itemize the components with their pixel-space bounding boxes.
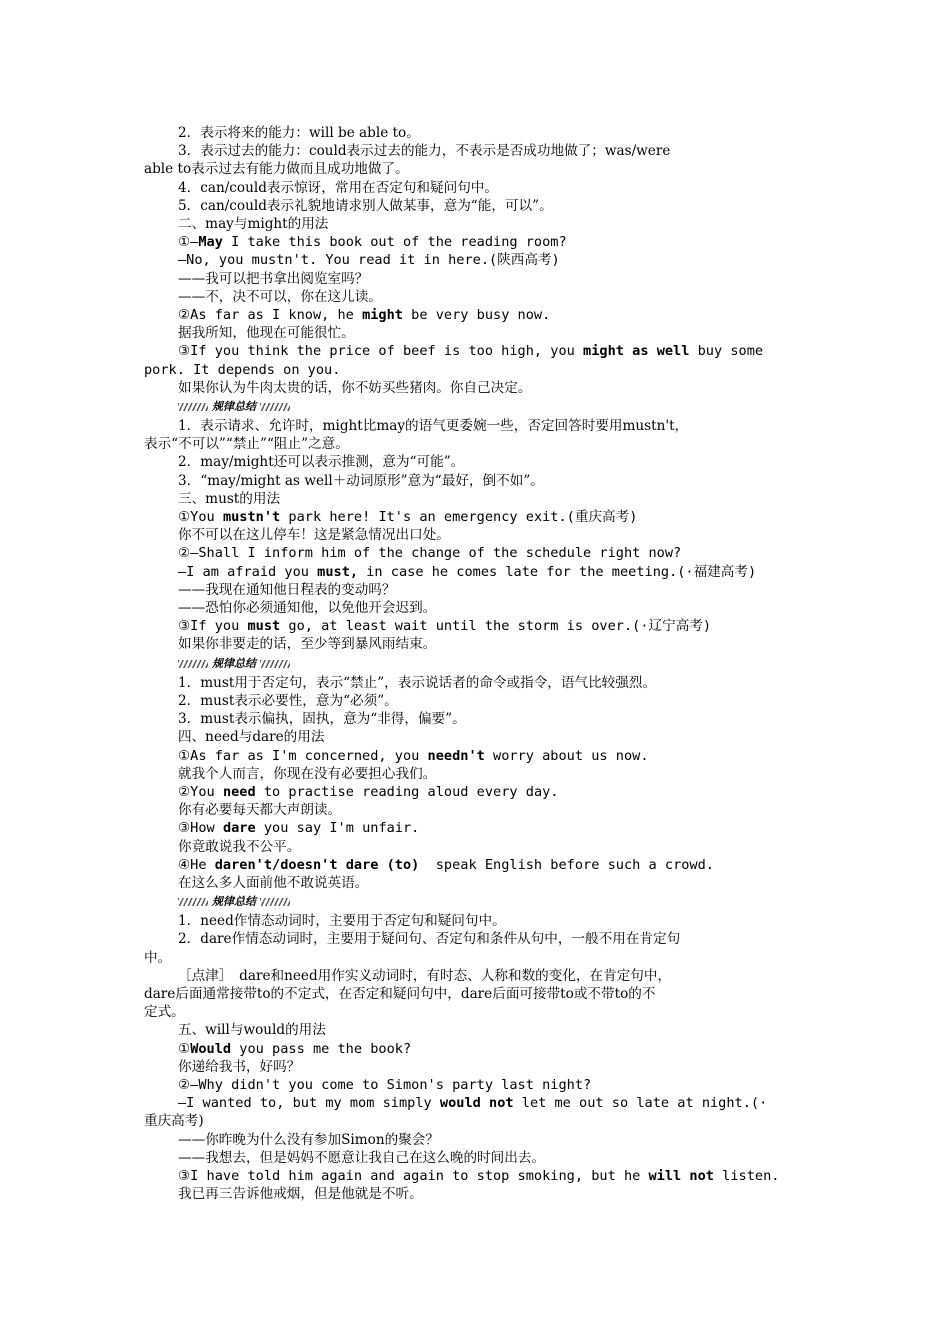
paragraph: 2．表示将来的能力：will be able to。 — [178, 125, 420, 141]
example-sentence: ③If you must go, at least wait until the storm is over.(·辽宁高考) — [178, 618, 712, 635]
hatch-decoration-icon — [260, 898, 290, 906]
example-sentence: ①You mustn't park here! It's an emergency exit.(重庆高考) — [178, 509, 638, 526]
rule-item: 1．need作情态动词时，主要用于否定句和疑问句中。 — [178, 913, 506, 930]
hatch-decoration-icon — [178, 403, 208, 411]
section-heading: 二、may与might的用法 — [178, 216, 329, 233]
paragraph: 4．can/could表示惊讶，常用在否定句和疑问句中。 — [178, 179, 498, 196]
example-sentence: ③I have told him again and again to stop smoking, but he will not listen. — [178, 1167, 780, 1184]
example-sentence: ①Would you pass me the book? — [178, 1040, 412, 1057]
translation: ——不，决不可以，你在这儿读。 — [178, 288, 382, 305]
example-sentence: ②As far as I know, he might be very busy now. — [178, 307, 551, 324]
note: dare后面通常接带to的不定式，在否定和疑问句中，dare后面可接带to或不带to的不 — [144, 985, 656, 1002]
translation: 在这么多人面前他不敢说英语。 — [178, 874, 369, 891]
rule-item: 中。 — [144, 949, 172, 966]
summary-banner: 规律总结 — [178, 894, 808, 910]
rule-item: 表示“不可以”“禁止”“阻止”之意。 — [144, 436, 349, 453]
translation: 我已再三告诉他戒烟，但是他就是不听。 — [178, 1186, 423, 1203]
hatch-decoration-icon — [260, 660, 290, 668]
paragraph: 5．can/could表示礼貌地请求别人做某事，意为“能，可以”。 — [178, 197, 553, 214]
example-sentence: ③How dare you say I'm unfair. — [178, 820, 420, 837]
translation: 你不可以在这儿停车！这是紧急情况出口处。 — [178, 527, 450, 544]
note: 定式。 — [144, 1004, 185, 1021]
example-sentence: —No, you mustn't. You read it in here.(陕西高考) — [178, 252, 560, 269]
summary-banner: 规律总结 — [178, 399, 808, 415]
hatch-decoration-icon — [260, 403, 290, 411]
translation: 你有必要每天都大声朗读。 — [178, 802, 342, 819]
translation: 就我个人而言，你现在没有必要担心我们。 — [178, 765, 437, 782]
translation: ——我想去，但是妈妈不愿意让我自己在这么晚的时间出去。 — [178, 1149, 546, 1166]
hatch-decoration-icon — [178, 660, 208, 668]
rule-item: 3．“may/might as well＋动词原形”意为“最好，倒不如”。 — [178, 472, 544, 489]
paragraph: 3．表示过去的能力：could表示过去的能力，不表示是否成功地做了；was/were — [178, 143, 671, 160]
rule-item: 1．must用于否定句，表示“禁止”，表示说话者的命令或指令，语气比较强烈。 — [178, 674, 657, 691]
translation: ——我可以把书拿出阅览室吗？ — [178, 270, 369, 287]
example-sentence: ①—May I take this book out of the reading room? — [178, 234, 567, 251]
translation: 你递给我书，好吗？ — [178, 1058, 301, 1075]
summary-banner: 规律总结 — [178, 656, 808, 672]
rule-item: 2．dare作情态动词时，主要用于疑问句、否定句和条件从句中，一般不用在肯定句 — [178, 931, 681, 948]
example-sentence: ②—Why didn't you come to Simon's party last night? — [178, 1076, 592, 1093]
translation: ——我现在通知他日程表的变动吗？ — [178, 581, 396, 598]
document-page — [144, 124, 808, 1203]
example-sentence: ①As far as I'm concerned, you needn't worry about us now. — [178, 747, 649, 764]
translation: 据我所知，他现在可能很忙。 — [178, 325, 355, 342]
example-sentence: —I wanted to, but my mom simply would not let me out so late at night.(· — [178, 1095, 768, 1112]
translation: ——恐怕你必须通知他，以免他开会迟到。 — [178, 600, 437, 617]
example-sentence: ②You need to practise reading aloud every day. — [178, 783, 559, 800]
note: ［点津］ dare和need用作实义动词时，有时态、人称和数的变化，在肯定句中， — [178, 967, 672, 984]
rule-item: 3．must表示偏执，固执，意为“非得，偏要”。 — [178, 711, 466, 728]
example-sentence: 重庆高考) — [144, 1113, 204, 1130]
rule-item: 2．must表示必要性，意为“必须”。 — [178, 692, 398, 709]
translation: 如果你认为牛肉太贵的话，你不妨买些猪肉。你自己决定。 — [178, 379, 532, 396]
example-sentence: pork. It depends on you. — [144, 361, 341, 378]
rule-item: 1．表示请求、允许时，might比may的语气更委婉一些，否定回答时要用mustn't， — [178, 418, 689, 435]
translation: 如果你非要走的话，至少等到暴风雨结束。 — [178, 636, 437, 653]
rule-item: 2．may/might还可以表示推测，意为“可能”。 — [178, 454, 465, 471]
example-sentence: ③If you think the price of beef is too high, you might as well buy some — [178, 343, 764, 360]
hatch-decoration-icon — [178, 898, 208, 906]
translation: 你竟敢说我不公平。 — [178, 838, 301, 855]
section-heading: 三、must的用法 — [178, 490, 281, 507]
section-heading: 四、need与dare的用法 — [178, 729, 325, 746]
section-heading: 五、will与would的用法 — [178, 1022, 326, 1039]
example-sentence: ④He daren't/doesn't dare (to) speak English before such a crowd. — [178, 856, 714, 873]
example-sentence: —I am afraid you must, in case he comes late for the meeting.(·福建高考) — [178, 563, 757, 580]
translation: ——你昨晚为什么没有参加Simon的聚会？ — [178, 1131, 439, 1148]
example-sentence: ②—Shall I inform him of the change of the schedule right now? — [178, 545, 682, 562]
paragraph: able to表示过去有能力做而且成功地做了。 — [144, 161, 409, 178]
